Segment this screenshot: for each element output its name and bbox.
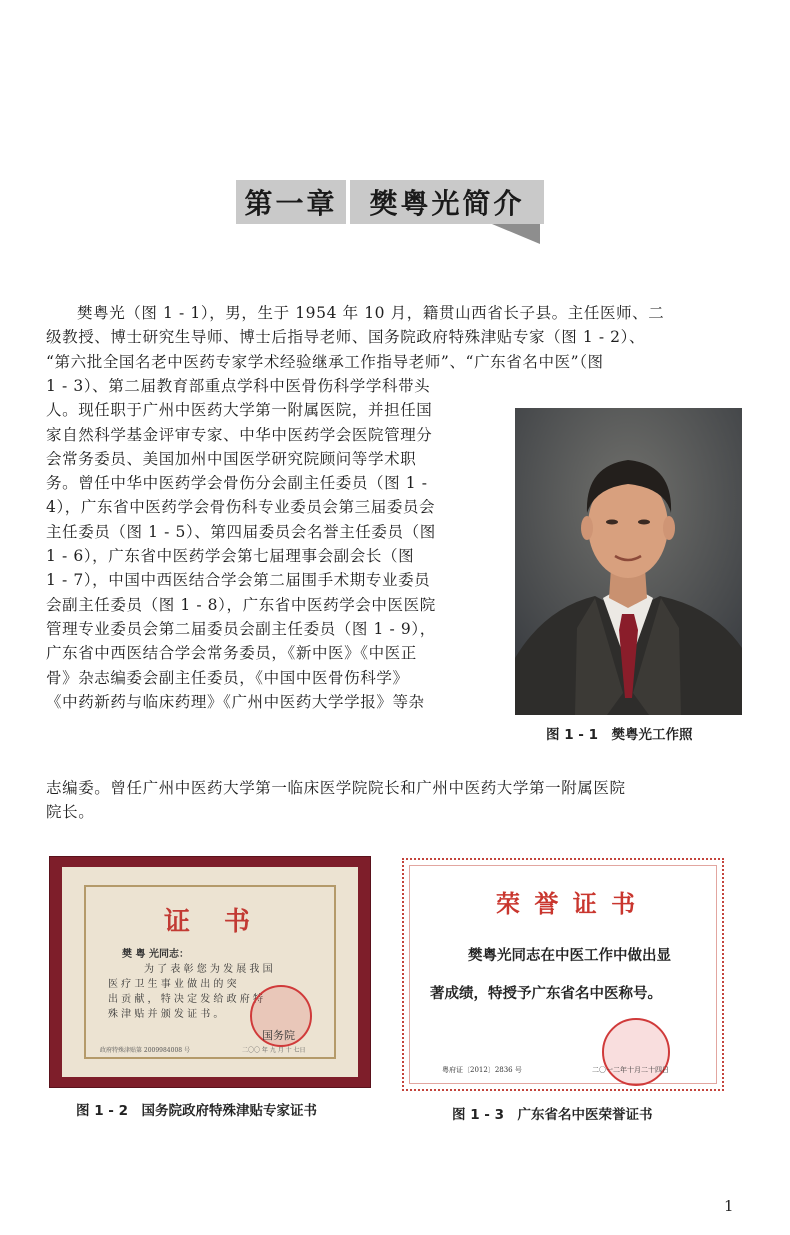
cert2-body-line: 殊 津 贴 并 颁 发 证 书 。 <box>108 1009 224 1020</box>
paragraph-top <box>46 301 744 374</box>
portrait-illustration <box>515 408 742 715</box>
paragraph-line: 级教授、博士研究生导师、博士后指导老师、国务院政府特殊津贴专家（图 1 - 2）、 <box>46 328 646 347</box>
paragraph-line: 《中药新药与临床药理》《广州中医药大学学报》等杂 <box>46 692 425 711</box>
paragraph-bottom <box>46 776 744 825</box>
cert2-serial: 政府特殊津贴第 2009984008 号 <box>100 1047 190 1054</box>
chapter-heading <box>236 180 544 244</box>
cert3-body-line: 著成绩，特授予广东省名中医称号。 <box>430 985 662 1002</box>
cert2-issuer: 国务院 <box>262 1029 295 1042</box>
paragraph-line: 志编委。曾任广州中医药大学第一临床医学院院长和广州中医药大学第一附属医院 <box>46 779 626 797</box>
cert3-date: 二〇一二年十月二十四日 <box>592 1066 669 1074</box>
paragraph-line: 1 - 6），广东省中医药学会第七届理事会副会长（图 <box>46 547 415 566</box>
paragraph-line: 家自然科学基金评审专家、中华中医药学会医院管理分 <box>46 425 433 444</box>
paragraph-line: 务。曾任中华中医药学会骨伤分会副主任委员（图 1 - <box>46 474 428 493</box>
paragraph-line: “第六批全国名老中医药专家学术经验继承工作指导老师”、“广东省名中医”（图 <box>46 352 604 371</box>
cert2-name-line: 樊 粤 光同志： <box>122 949 189 960</box>
paragraph-line: 人。现任职于广州中医药大学第一附属医院，并担任国 <box>46 401 433 420</box>
cert2-body-line: 出 贡 献 ， 特 决 定 发 给 政 府 特 <box>108 994 263 1005</box>
cert2-body-line: 为 了 表 彰 您 为 发 展 我 国 <box>144 964 273 975</box>
government-seal <box>602 1018 670 1086</box>
certificate-state-council <box>50 857 370 1087</box>
figure-caption-2: 图 1 - 2 国务院政府特殊津贴专家证书 <box>76 1103 317 1119</box>
paragraph-line: 1 - 3）、第二届教育部重点学科中医骨伤科学学科带头 <box>46 377 431 395</box>
paragraph-line: 院长。 <box>46 803 95 822</box>
paragraph-middle <box>46 374 500 714</box>
figure-caption-1: 图 1 - 1 樊粤光工作照 <box>546 727 693 743</box>
paragraph-line: 1 - 7），中国中西医结合学会第二届围手术期专业委员 <box>46 571 431 590</box>
cert2-date: 二〇〇 年 九 月 十 七日 <box>242 1047 306 1054</box>
paragraph-line: 骨》杂志编委会副主任委员，《中国中医骨伤科学》 <box>46 668 409 687</box>
chapter-number: 第一章 <box>244 187 338 220</box>
certificate-famous-tcm-doctor <box>402 858 724 1091</box>
cert3-body-line: 樊粤光同志在中医工作中做出显 <box>468 947 671 964</box>
portrait-photo <box>515 408 742 715</box>
cert3-title: 荣 誉 证 书 <box>496 889 639 918</box>
paragraph-line: 4），广东省中医药学会骨伤科专业委员会第三届委员会 <box>46 498 436 517</box>
chapter-heading-corner-decoration <box>492 224 540 244</box>
cert2-title: 证 书 <box>164 907 255 937</box>
chapter-title: 樊粤光简介 <box>369 187 525 220</box>
paragraph-line: 广东省中西医结合学会常务委员，《新中医》《中医正 <box>46 644 417 663</box>
cert3-reference: 粤府证〔2012〕2836 号 <box>442 1066 522 1074</box>
chapter-title-box <box>350 180 544 224</box>
figure-caption-3: 图 1 - 3 广东省名中医荣誉证书 <box>452 1107 653 1123</box>
paragraph-line: 樊粤光（图 1 - 1），男，生于 1954 年 10 月，籍贯山西省长子县。主任医师、二 <box>77 304 665 322</box>
paragraph-line: 主任委员（图 1 - 5）、第四届委员会名誉主任委员（图 <box>46 522 436 541</box>
chapter-number-box <box>236 180 346 224</box>
page-number: 1 <box>724 1197 734 1215</box>
paragraph-line: 会常务委员、美国加州中国医学研究院顾问等学术职 <box>46 449 417 468</box>
paragraph-line: 会副主任委员（图 1 - 8），广东省中医药学会中医医院 <box>46 595 436 614</box>
cert2-body-line: 医 疗 卫 生 事 业 做 出 的 突 <box>108 979 237 990</box>
paragraph-line: 管理专业委员会第二届委员会副主任委员（图 1 - 9）， <box>46 619 436 638</box>
